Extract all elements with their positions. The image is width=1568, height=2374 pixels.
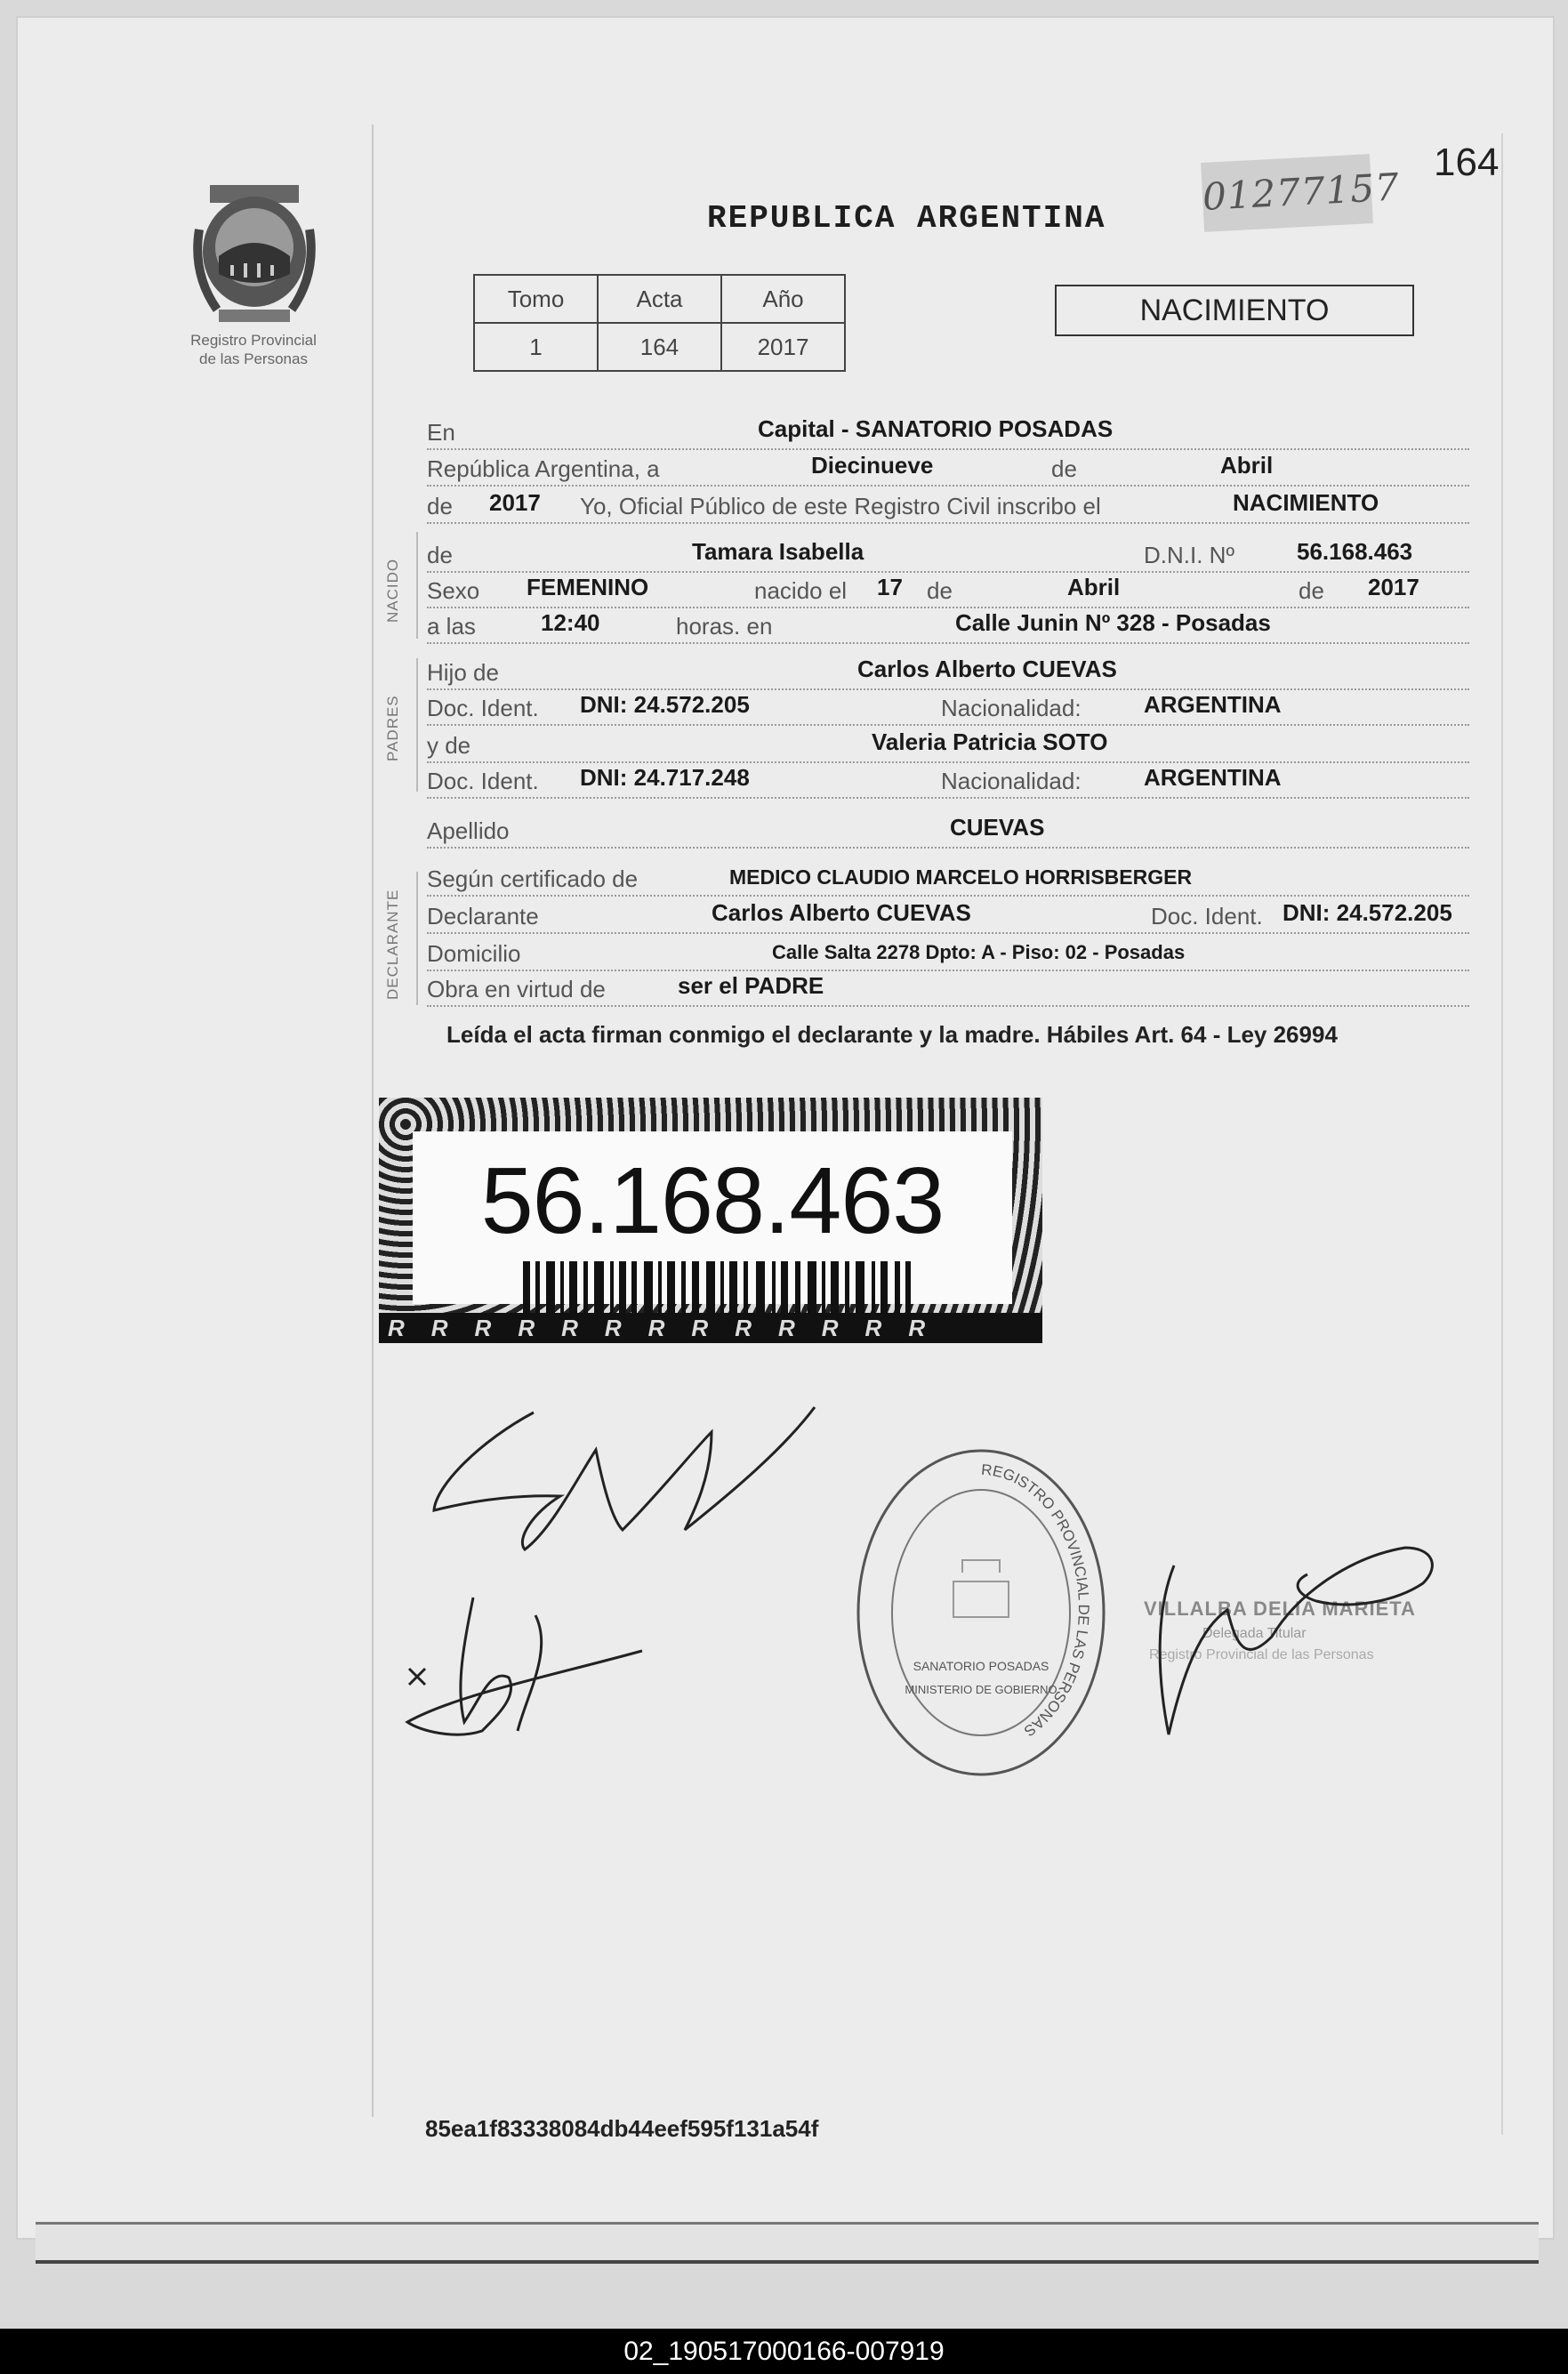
declarante-section-label: DECLARANTE bbox=[384, 889, 401, 1000]
register-header-acta: Acta bbox=[598, 275, 721, 323]
page-number: 164 bbox=[1434, 141, 1500, 184]
father-doc: DNI: 24.572.205 bbox=[580, 691, 750, 718]
row-certificate: Según certificado de MEDICO CLAUDIO MARCELO HORRISBERGER bbox=[427, 865, 1469, 897]
birth-place: Capital - SANATORIO POSADAS bbox=[758, 415, 1114, 442]
birth-time: 12:40 bbox=[541, 609, 600, 636]
father-nationality: ARGENTINA bbox=[1144, 691, 1282, 718]
row-born-sex: Sexo FEMENINO nacido el 17 de Abril de 2017 bbox=[427, 576, 1469, 608]
official-stamp bbox=[856, 1448, 1106, 1777]
scan-id-footer: 02_190517000166-007919 bbox=[0, 2329, 1568, 2374]
row-born-time: a las 12:40 horas. en Calle Junin Nº 328 - Posadas bbox=[427, 612, 1469, 644]
registration-day: Diecinueve bbox=[811, 452, 934, 479]
row-year: de 2017 Yo, Oficial Público de este Registro Civil inscribo el NACIMIENTO bbox=[427, 492, 1469, 524]
document-hash: 85ea1f83338084db44eef595f131a54f bbox=[425, 2115, 819, 2142]
padres-section-label: PADRES bbox=[384, 695, 401, 761]
logo-caption: Registro Provincial de las Personas bbox=[190, 332, 317, 367]
row-date: República Argentina, a Diecinueve de Abril bbox=[427, 455, 1469, 487]
id-label-footer: RRRRRRRRRRRRR bbox=[379, 1313, 1042, 1343]
row-father-doc: Doc. Ident. DNI: 24.572.205 Nacionalidad: ARGENTINA bbox=[427, 694, 1469, 726]
register-value-acta: 164 bbox=[598, 323, 721, 371]
stamp-ring-text: REGISTRO PROVINCIAL DE LAS PERSONAS bbox=[980, 1461, 1092, 1740]
birth-day: 17 bbox=[877, 574, 903, 600]
birth-year: 2017 bbox=[1368, 574, 1419, 600]
register-header-tomo: Tomo bbox=[474, 275, 598, 323]
registration-month: Abril bbox=[1220, 452, 1274, 479]
id-number-label-inner bbox=[413, 1131, 1012, 1304]
row-surname: Apellido CUEVAS bbox=[427, 817, 1469, 849]
row-born-name: de Tamara Isabella D.N.I. Nº 56.168.463 bbox=[427, 541, 1469, 573]
official-office: Registro Provincial de las Personas bbox=[1149, 1647, 1374, 1662]
row-domicile: Domicilio Calle Salta 2278 Dpto: A - Piso: 02 - Posadas bbox=[427, 939, 1469, 971]
surname-value: CUEVAS bbox=[950, 814, 1045, 841]
barcode bbox=[523, 1261, 911, 1316]
row-place: En Capital - SANATORIO POSADAS bbox=[427, 418, 1469, 450]
declarant-name: Carlos Alberto CUEVAS bbox=[712, 899, 971, 926]
right-margin-rule bbox=[1501, 133, 1503, 2135]
signature-mother bbox=[402, 1589, 651, 1740]
register-table bbox=[473, 274, 846, 372]
birth-address: Calle Junin Nº 328 - Posadas bbox=[955, 609, 1271, 636]
registration-act-kind: NACIMIENTO bbox=[1233, 489, 1379, 516]
row-declarant: Declarante Carlos Alberto CUEVAS Doc. Ident. DNI: 24.572.205 bbox=[427, 902, 1469, 934]
official-role: Delegada Titular bbox=[1202, 1626, 1307, 1641]
declarant-reason: ser el PADRE bbox=[678, 972, 824, 999]
nacido-section-bar bbox=[416, 532, 418, 639]
province-seal-logo bbox=[183, 176, 326, 327]
id-number: 56.168.463 bbox=[480, 1148, 945, 1253]
certificate-issuer: MEDICO CLAUDIO MARCELO HORRISBERGER bbox=[729, 865, 1193, 889]
row-mother: y de Valeria Patricia SOTO bbox=[427, 731, 1469, 763]
declarante-section-bar bbox=[416, 872, 418, 1005]
row-father: Hijo de Carlos Alberto CUEVAS bbox=[427, 658, 1469, 690]
child-dni: 56.168.463 bbox=[1297, 538, 1413, 565]
country-title: REPUBLICA ARGENTINA bbox=[707, 200, 1106, 237]
sheet-bottom-edge bbox=[36, 2222, 1539, 2264]
nacido-section-label: NACIDO bbox=[384, 558, 401, 623]
stamp-inner-text-1: SANATORIO POSADAS bbox=[913, 1659, 1049, 1673]
signature-official bbox=[1138, 1530, 1441, 1743]
declarant-address: Calle Salta 2278 Dpto: A - Piso: 02 - Posadas bbox=[772, 941, 1186, 963]
registration-year: 2017 bbox=[489, 489, 541, 516]
child-name: Tamara Isabella bbox=[692, 538, 864, 565]
left-margin-rule bbox=[372, 125, 374, 2117]
signature-declarant bbox=[427, 1396, 818, 1557]
serial-number: 01277157 bbox=[1201, 154, 1373, 232]
father-name: Carlos Alberto CUEVAS bbox=[857, 656, 1117, 682]
row-reason: Obra en virtud de ser el PADRE bbox=[427, 975, 1469, 1007]
child-sex: FEMENINO bbox=[527, 574, 649, 600]
act-kind-box: NACIMIENTO bbox=[1055, 285, 1414, 336]
mother-name: Valeria Patricia SOTO bbox=[872, 728, 1108, 755]
svg-text:REGISTRO PROVINCIAL DE LAS PER bbox=[981, 1461, 1092, 1740]
mother-doc: DNI: 24.717.248 bbox=[580, 764, 750, 791]
mother-nationality: ARGENTINA bbox=[1144, 764, 1282, 791]
padres-section-bar bbox=[416, 658, 418, 792]
row-mother-doc: Doc. Ident. DNI: 24.717.248 Nacionalidad: ARGENTINA bbox=[427, 767, 1469, 799]
closing-statement: Leída el acta firman conmigo el declarante y la madre. Hábiles Art. 64 - Ley 26994 bbox=[446, 1021, 1338, 1048]
register-header-ano: Año bbox=[721, 275, 845, 323]
register-value-ano: 2017 bbox=[721, 323, 845, 371]
declarant-doc: DNI: 24.572.205 bbox=[1283, 899, 1452, 926]
birth-month: Abril bbox=[1067, 574, 1121, 600]
register-value-tomo: 1 bbox=[474, 323, 598, 371]
id-number-label bbox=[379, 1098, 1042, 1343]
stamp-inner-text-2: MINISTERIO DE GOBIERNO bbox=[905, 1683, 1057, 1696]
official-name: VILLALBA DELIA MARIETA bbox=[1144, 1597, 1416, 1620]
